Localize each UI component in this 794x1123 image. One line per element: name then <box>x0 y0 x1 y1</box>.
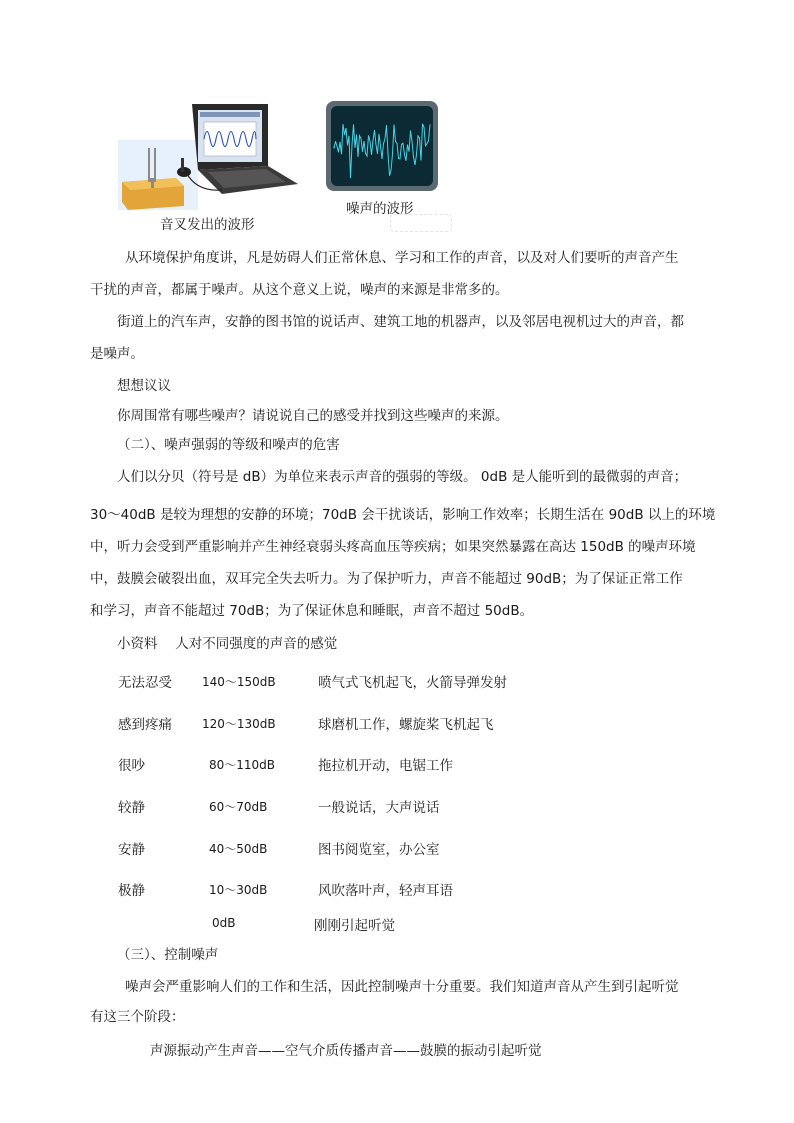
level-cell: 120～130dB <box>202 717 276 731</box>
noise-caption: 噪声的波形 <box>346 201 414 217</box>
feel-cell: 很吵 <box>118 758 145 774</box>
paragraph-1-line-1: 从环境保护角度讲，凡是妨碍人们正常休息、学习和工作的声音，以及对人们要听的声音产生 <box>125 250 679 266</box>
paragraph-3-line-5: 和学习，声音不能超过 70dB；为了保证休息和睡眠，声音不超过 50dB。 <box>90 603 534 619</box>
tuning-fork-caption: 音叉发出的波形 <box>160 217 255 233</box>
level-cell: 0dB <box>212 916 236 930</box>
level-cell: 40～50dB <box>209 842 268 856</box>
section-3-title: （三）、控制噪声 <box>117 947 219 963</box>
noise-figure <box>326 101 438 191</box>
example-cell: 风吹落叶声，轻声耳语 <box>318 883 453 899</box>
paragraph-5: 声源振动产生声音——空气介质传播声音——鼓膜的振动引起听觉 <box>150 1043 542 1059</box>
level-cell: 60～70dB <box>209 800 268 814</box>
example-cell: 刚刚引起听觉 <box>314 918 395 934</box>
paragraph-4-line-1: 噪声会严重影响人们的工作和生活，因此控制噪声十分重要。我们知道声音从产生到引起听觉 <box>125 979 679 995</box>
example-cell: 喷气式飞机起飞，火箭导弹发射 <box>318 675 507 691</box>
paragraph-3-line-3: 中，听力会受到严重影响并产生神经衰弱头疼高血压等疾病；如果突然暴露在高达 150dB 的噪声环境 <box>90 539 696 555</box>
noise-oscilloscope-illustration <box>326 101 438 191</box>
paragraph-4-line-2: 有这三个阶段： <box>90 1009 185 1025</box>
section-2-title: （二）、噪声强弱的等级和噪声的危害 <box>117 437 340 453</box>
paragraph-3-line-4: 中，鼓膜会破裂出血，双耳完全失去听力。为了保护听力，声音不能超过 90dB；为了保证正常工作 <box>90 571 683 587</box>
think-question: 你周围常有哪些噪声？请说说自己的感受并找到这些噪声的来源。 <box>117 408 509 424</box>
feel-cell: 感到疼痛 <box>118 717 172 733</box>
level-cell: 80～110dB <box>209 758 276 772</box>
paragraph-2-line-2: 是噪声。 <box>90 346 144 362</box>
watermark-logo <box>390 214 452 232</box>
paragraph-3-line-1: 人们以分贝（符号是 dB）为单位来表示声音的强弱的等级。 0dB 是人能听到的最微弱的声音； <box>117 469 688 485</box>
level-cell: 10～30dB <box>209 883 268 897</box>
feel-cell: 无法忍受 <box>118 675 172 691</box>
feel-cell: 极静 <box>118 883 145 899</box>
tuning-fork-figure <box>118 100 308 212</box>
example-cell: 球磨机工作，螺旋桨飞机起飞 <box>318 717 494 733</box>
example-cell: 一般说话，大声说话 <box>318 800 440 816</box>
info-title: 小资料 人对不同强度的声音的感觉 <box>117 636 338 652</box>
table-row <box>118 671 172 691</box>
feel-cell: 安静 <box>118 842 145 858</box>
feel-cell: 较静 <box>118 800 145 816</box>
paragraph-2-line-1: 街道上的汽车声，安静的图书馆的说话声、建筑工地的机器声，以及邻居电视机过大的声音，都 <box>117 314 684 330</box>
example-cell: 图书阅览室，办公室 <box>318 842 440 858</box>
example-cell: 拖拉机开动，电锯工作 <box>318 758 453 774</box>
tuning-fork-laptop-illustration <box>118 100 308 212</box>
level-cell: 140～150dB <box>202 675 276 689</box>
paragraph-1-line-2: 干扰的声音，都属于噪声。从这个意义上说，噪声的来源是非常多的。 <box>90 282 509 298</box>
think-title: 想想议议 <box>117 378 171 394</box>
paragraph-3-line-2: 30～40dB 是较为理想的安静的环境；70dB 会干扰谈话，影响工作效率；长期生活在 90dB 以上的环境 <box>90 507 716 523</box>
